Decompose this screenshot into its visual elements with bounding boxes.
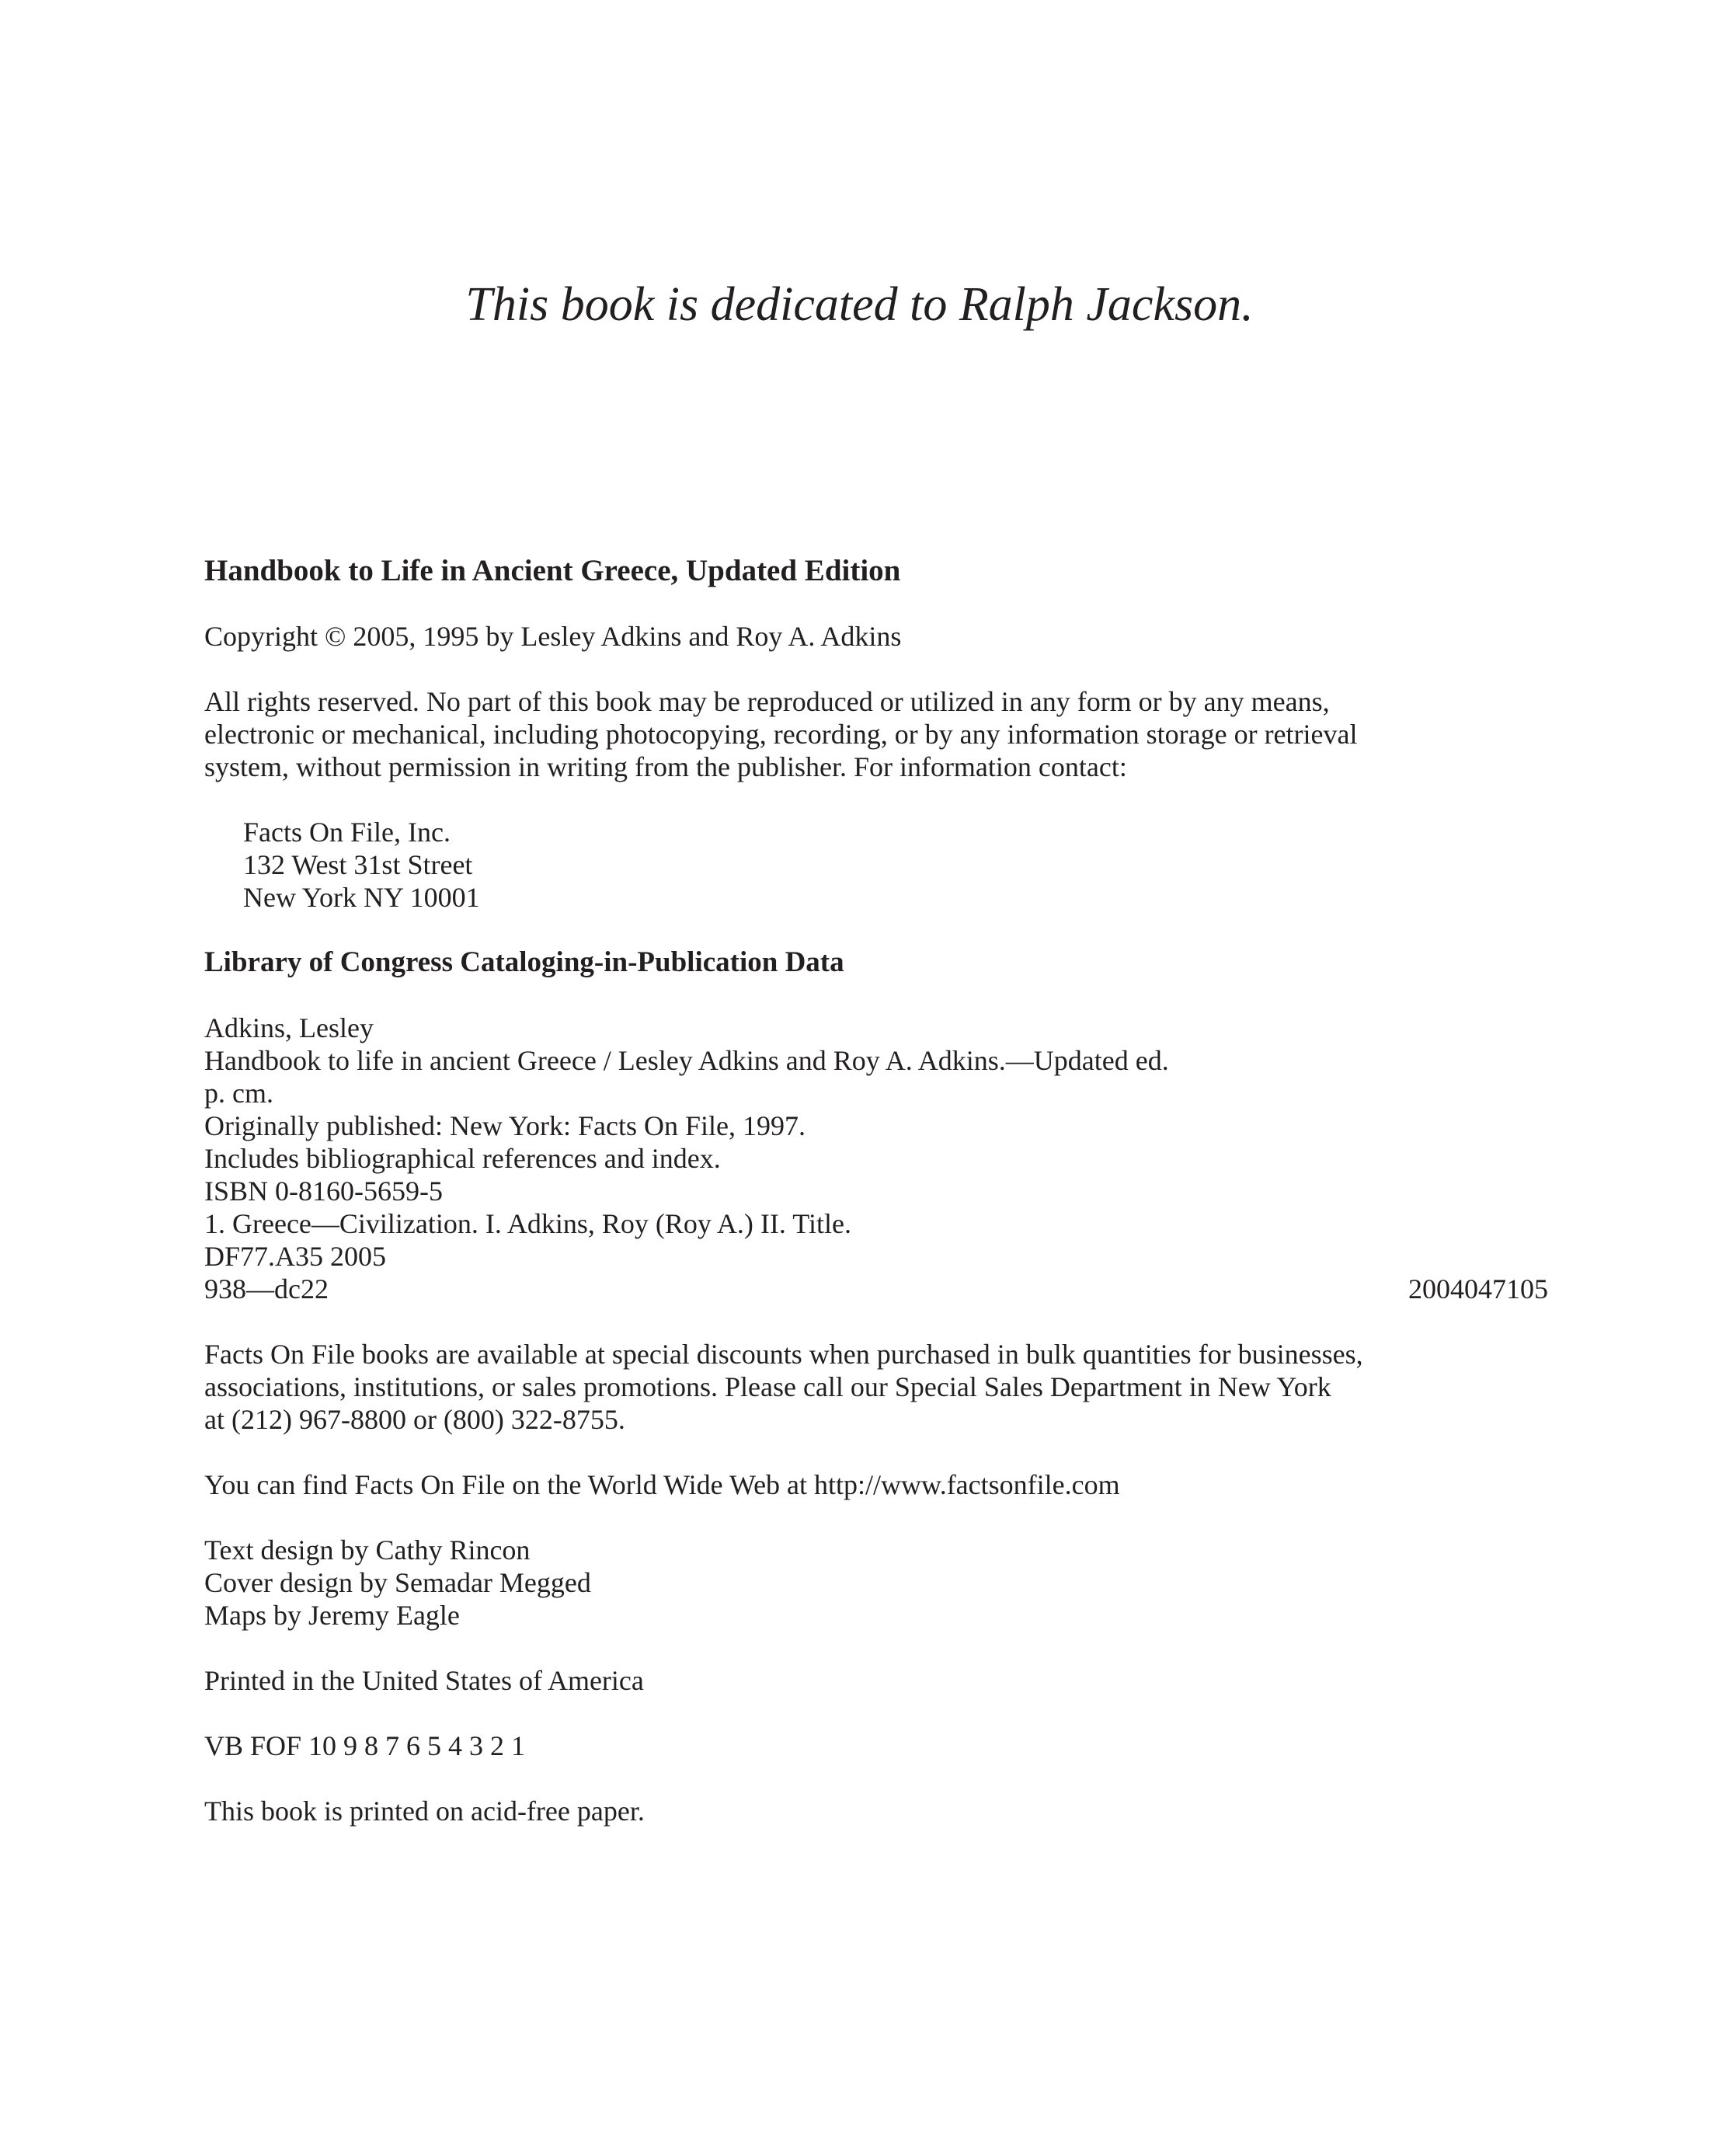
publisher-address	[204, 816, 1548, 914]
copyright-notice: Copyright © 2005, 1995 by Lesley Adkins and Roy A. Adkins	[204, 621, 902, 652]
cip-classification-line	[204, 1273, 1548, 1305]
book-title: Handbook to Life in Ancient Greece, Updated Edition	[204, 554, 901, 587]
cip-line: Includes bibliographical references and index.	[204, 1143, 721, 1174]
printing-line: VB FOF 10 9 8 7 6 5 4 3 2 1	[204, 1730, 526, 1761]
rights-paragraph	[204, 685, 1548, 783]
cip-data	[204, 1012, 1548, 1305]
credit-line: Text design by Cathy Rincon	[204, 1534, 531, 1566]
publisher-name: Facts On File, Inc.	[243, 817, 451, 848]
cip-dewey-number: 938—dc22	[204, 1273, 329, 1304]
cip-line: DF77.A35 2005	[204, 1241, 387, 1272]
dedication: This book is dedicated to Ralph Jackson.	[465, 278, 1254, 331]
printed-in: Printed in the United States of America	[204, 1665, 644, 1696]
design-credits	[204, 1534, 1548, 1632]
web-address-line: You can find Facts On File on the World Wide Web at http://www.factsonfile.com	[204, 1469, 1120, 1500]
credit-line: Maps by Jeremy Eagle	[204, 1600, 460, 1631]
cip-heading: Library of Congress Cataloging-in-Publication Data	[204, 946, 844, 978]
special-sales-line: associations, institutions, or sales promotions. Please call our Special Sales Department in New York	[204, 1371, 1331, 1402]
rights-line: electronic or mechanical, including photocopying, recording, or by any information storage or retrieval	[204, 719, 1358, 750]
publisher-city: New York NY 10001	[243, 882, 480, 913]
credit-line: Cover design by Semadar Megged	[204, 1567, 591, 1598]
special-sales-line: Facts On File books are available at special discounts when purchased in bulk quantities for businesses,	[204, 1339, 1363, 1370]
cip-line: ISBN 0-8160-5659-5	[204, 1176, 443, 1207]
cip-line: 1. Greece—Civilization. I. Adkins, Roy (Roy A.) II. Title.	[204, 1208, 851, 1239]
cip-line: Handbook to life in ancient Greece / Lesley Adkins and Roy A. Adkins.—Updated ed.	[204, 1045, 1169, 1076]
cip-line: p. cm.	[204, 1078, 273, 1109]
special-sales-paragraph	[204, 1338, 1548, 1436]
paper-note: This book is printed on acid-free paper.	[204, 1796, 645, 1827]
cip-line: Originally published: New York: Facts On File, 1997.	[204, 1110, 806, 1141]
special-sales-line: at (212) 967-8800 or (800) 322-8755.	[204, 1404, 625, 1435]
cip-line: Adkins, Lesley	[204, 1012, 374, 1043]
rights-line: system, without permission in writing from the publisher. For information contact:	[204, 751, 1127, 782]
rights-line: All rights reserved. No part of this book may be reproduced or utilized in any form or by any means,	[204, 686, 1330, 717]
cip-lccn: 2004047105	[1408, 1273, 1548, 1304]
publisher-street: 132 West 31st Street	[243, 849, 473, 880]
copyright-content	[204, 553, 1548, 1827]
